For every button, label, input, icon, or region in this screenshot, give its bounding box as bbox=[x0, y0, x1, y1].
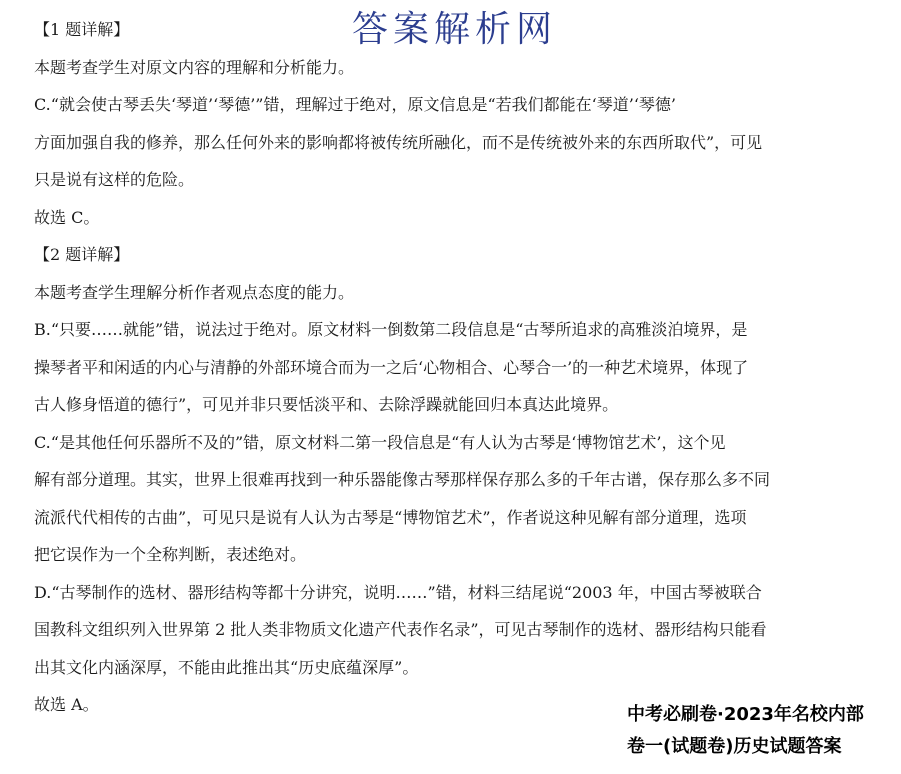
paragraph-line: 本题考查学生对原文内容的理解和分析能力。 bbox=[34, 57, 355, 77]
paragraph-line: 本题考查学生理解分析作者观点态度的能力。 bbox=[34, 282, 355, 302]
paragraph-line: 解有部分道理。其实，世界上很难再找到一种乐器能像古琴那样保存那么多的千年古谱，保存那么多不同 bbox=[34, 470, 771, 489]
paragraph-line: 出其文化内涵深厚，不能由此推出其“历史底蕴深厚”。 bbox=[34, 657, 419, 677]
paragraph-line: 流派代代相传的古曲”，可见只是说有人认为古琴是“博物馆艺术”，作者说这种见解有部分道理，选项 bbox=[34, 507, 747, 527]
corner-caption-line2: 卷一(试题卷)历史试题答案 bbox=[627, 736, 842, 757]
watermark-title: 答案解析网 bbox=[352, 9, 558, 50]
paragraph-line: 把它误作为一个全称判断，表述绝对。 bbox=[34, 545, 307, 564]
answer-line: 故选 C。 bbox=[34, 207, 100, 227]
paragraph-line: 只是说有这样的危险。 bbox=[34, 170, 195, 189]
paragraph-line: 国教科文组织列入世界第 2 批人类非物质文化遗产代表作名录”，可见古琴制作的选材、器形结构只能看 bbox=[34, 620, 767, 639]
paragraph-line: C.“是其他任何乐器所不及的”错，原文材料二第一段信息是“有人认为古琴是‘博物馆艺术’，这个见 bbox=[34, 432, 726, 452]
section-heading-q1: 【1 题详解】 bbox=[34, 20, 130, 39]
paragraph-line: C.“就会使古琴丢失‘琴道’‘琴德’”错，理解过于绝对，原文信息是“若我们都能在‘琴道’‘琴德’ bbox=[34, 95, 676, 114]
paragraph-line: 操琴者平和闲适的内心与清静的外部环境合而为一之后‘心物相合、心琴合一’的一种艺术境界，体现了 bbox=[34, 357, 749, 377]
corner-caption bbox=[627, 699, 864, 763]
corner-caption-line1: 中考必刷卷·2023年名校内部 bbox=[627, 704, 864, 725]
answer-explanation-body bbox=[34, 11, 884, 724]
section-heading-q2: 【2 题详解】 bbox=[34, 245, 130, 264]
paragraph-line: D.“古琴制作的选材、器形结构等都十分讲究，说明……”错，材料三结尾说“2003 年，中国古琴被联合 bbox=[34, 582, 762, 602]
answer-line: 故选 A。 bbox=[34, 695, 99, 714]
paragraph-line: 古人修身悟道的德行”，可见并非只要恬淡平和、去除浮躁就能回归本真达此境界。 bbox=[34, 395, 619, 414]
paragraph-line: B.“只要……就能”错，说法过于绝对。原文材料一倒数第二段信息是“古琴所追求的高雅淡泊境界，是 bbox=[34, 320, 748, 339]
paragraph-line: 方面加强自我的修养，那么任何外来的影响都将被传统所融化，而不是传统被外来的东西所取代”，可见 bbox=[34, 132, 763, 152]
